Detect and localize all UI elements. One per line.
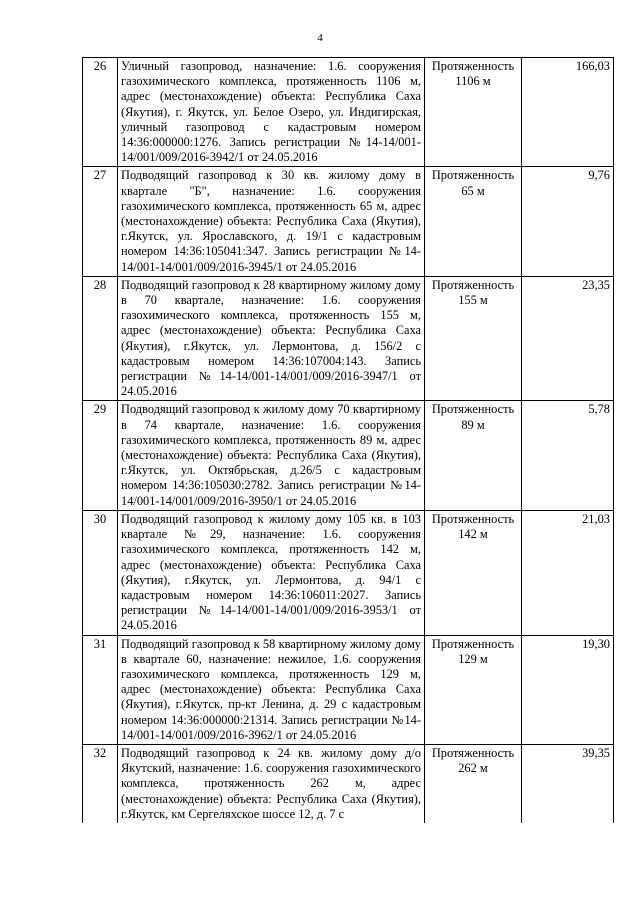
table-row	[83, 635, 614, 744]
object-description: Подводящий газопровод к жилому дому 70 квартирному в 74 квартале, назначение: 1.6. сооружения газохимического комплекса, протяженность 89 м, адрес (местонахождение) объекта: Республика Саха (Якутия), г.Якутск, ул. Октябрьская, д.26/5 с кадастровым номером 14:36:105030:2782. Запись регистрации №14-14/001-14/001/009/2016-3950/1 от 24.05.2016	[118, 401, 425, 510]
table-row	[83, 58, 614, 167]
object-description: Подводящий газопровод к 24 кв. жилому дому д/о Якутский, назначение: 1.6. сооружения газохимического комплекса, протяженность 262 м, адрес (местонахождение) объекта: Республика Саха (Якутия), г.Якутск, км Сергеляхское шоссе 12, д. 7 с	[118, 744, 425, 823]
parameter-value: 155 м	[458, 293, 488, 308]
object-value: 5,78	[522, 401, 614, 510]
parameter-cell	[425, 744, 522, 823]
row-number: 31	[83, 635, 118, 744]
property-registry-table	[82, 57, 614, 823]
row-number: 32	[83, 744, 118, 823]
row-number: 30	[83, 510, 118, 635]
parameter-cell	[425, 167, 522, 276]
page-number: 4	[317, 32, 323, 44]
parameter-value: 262 м	[458, 761, 488, 776]
parameter-cell	[425, 635, 522, 744]
object-value: 23,35	[522, 276, 614, 401]
parameter-value: 1106 м	[455, 74, 491, 89]
parameter-cell	[425, 401, 522, 510]
parameter-value: 129 м	[458, 651, 488, 666]
parameter-name: Протяженность	[431, 168, 515, 183]
parameter-name: Протяженность	[431, 745, 515, 760]
parameter-name: Протяженность	[431, 511, 515, 526]
parameter-value: 142 м	[458, 527, 488, 542]
object-value: 39,35	[522, 744, 614, 823]
row-number: 28	[83, 276, 118, 401]
parameter-name: Протяженность	[431, 636, 515, 651]
row-number: 26	[83, 58, 118, 167]
object-value: 9,76	[522, 167, 614, 276]
row-number: 27	[83, 167, 118, 276]
table-row	[83, 401, 614, 510]
object-description: Подводящий газопровод к 28 квартирному жилому дому в 70 квартале, назначение: 1.6. сооружения газохимического комплекса, протяженность 155 м, адрес (местонахождение) объекта: Республика Саха (Якутия), г.Якутск, ул. Лермонтова, д. 156/2 с кадастровым номером 14:36:107004:143. Запись регистрации №14-14/001-14/001/009/2016-3947/1 от 24.05.2016	[118, 276, 425, 401]
object-value: 21,03	[522, 510, 614, 635]
parameter-cell	[425, 58, 522, 167]
parameter-value: 65 м	[461, 183, 485, 198]
row-number: 29	[83, 401, 118, 510]
table-row	[83, 744, 614, 823]
object-description: Уличный газопровод, назначение: 1.6. сооружения газохимического комплекса, протяженность 1106 м, адрес (местонахождение) объекта: Республика Саха (Якутия), г. Якутск, ул. Белое Озеро, ул. Индигирская, уличный газопровод с кадастровым номером 14:36:000000:1276. Запись регистрации №14-14/001-14/001/009/2016-3942/1 от 24.05.2016	[118, 58, 425, 167]
object-value: 166,03	[522, 58, 614, 167]
object-description: Подводящий газопровод к 30 кв. жилому дому в квартале "Б", назначение: 1.6. сооружения газохимического комплекса, протяженность 65 м, адрес (местонахождение) объекта: Республика Саха (Якутия), г.Якутск, ул. Ярославского, д. 19/1 с кадастровым номером 14:36:105041:347. Запись регистрации №14-14/001-14/001/009/2016-3945/1 от 24.05.2016	[118, 167, 425, 276]
parameter-value: 89 м	[461, 417, 485, 432]
object-description: Подводящий газопровод к 58 квартирному жилому дому в квартале 60, назначение: нежилое, 1.6. сооружения газохимического комплекса, протяженность 129 м, адрес (местонахождение) объекта: Республика Саха (Якутия), г.Якутск, пр-кт Ленина, д. 29 с кадастровым номером 14:36:000000:21314. Запись регистрации №14-14/001-14/001/009/2016-3962/1 от 24.05.2016	[118, 635, 425, 744]
object-value: 19,30	[522, 635, 614, 744]
parameter-name: Протяженность	[431, 402, 515, 417]
table-row	[83, 510, 614, 635]
parameter-name: Протяженность	[431, 277, 515, 292]
table-row	[83, 276, 614, 401]
parameter-cell	[425, 510, 522, 635]
parameter-name: Протяженность	[431, 59, 515, 73]
object-description: Подводящий газопровод к жилому дому 105 кв. в 103 квартале №29, назначение: 1.6. сооружения газохимического комплекса, протяженность 142 м, адрес (местонахождение) объекта: Республика Саха (Якутия), г.Якутск, ул. Лермонтова, д. 94/1 с кадастровым номером 14:36:106011:2027. Запись регистрации №14-14/001-14/001/009/2016-3953/1 от 24.05.2016	[118, 510, 425, 635]
parameter-cell	[425, 276, 522, 401]
table-row	[83, 167, 614, 276]
